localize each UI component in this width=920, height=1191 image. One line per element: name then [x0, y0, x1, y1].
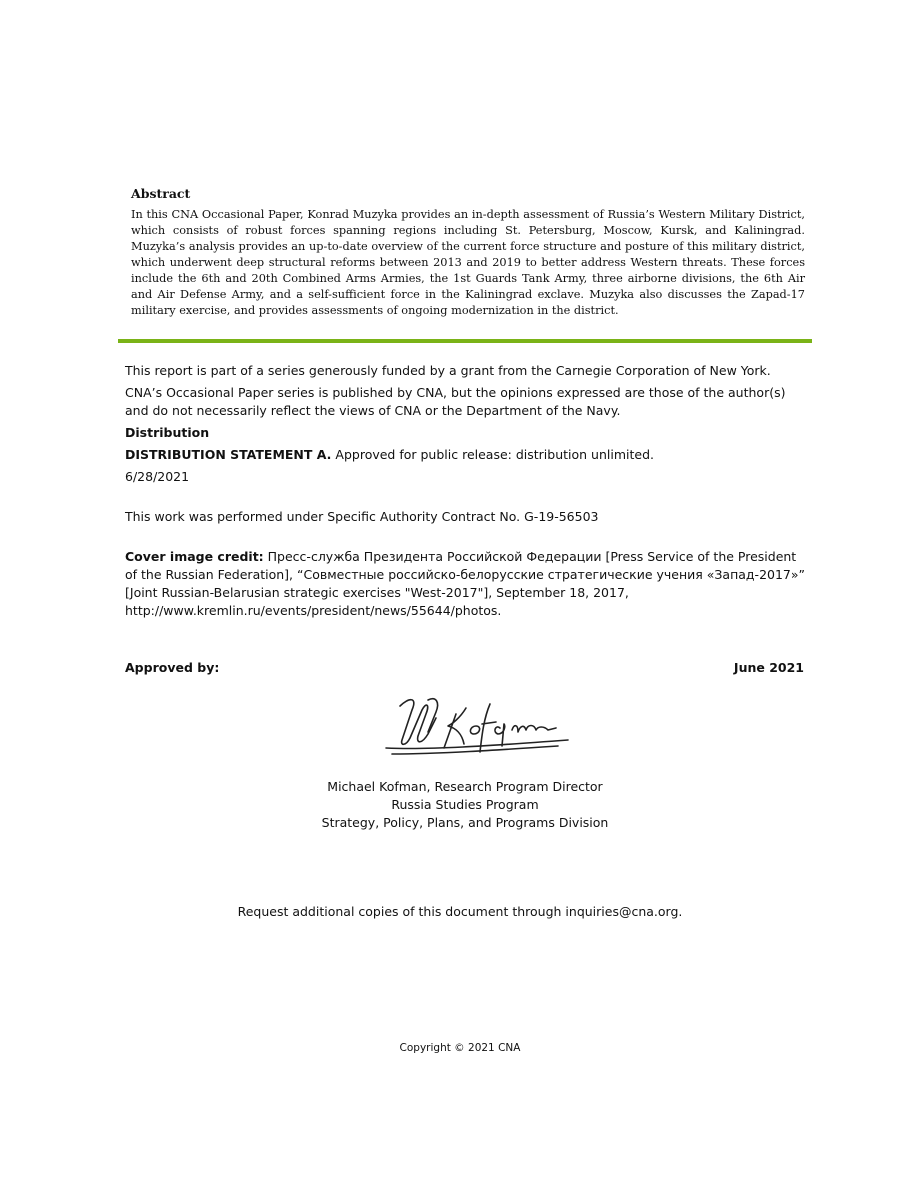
cover-credit-text: Пресс-служба Президента Российской Федерации [Press Service of the President of the Russian Federation], “Совместные российско-белорусские стратегические учения «Запад-2017»” [Joint Russian-Belarusian strategic exercises "West-2017"], September 18, 2017, http://www.kremlin.ru/events/president/news/55644/photos. [125, 549, 806, 618]
approval-row [125, 660, 804, 675]
request-copies-note: Request additional copies of this document through inquiries@cna.org. [237, 904, 683, 919]
distribution-statement [125, 446, 810, 464]
cover-credit-label: Cover image credit: [125, 549, 264, 564]
signer-program: Russia Studies Program [391, 797, 539, 812]
signature-icon [378, 688, 578, 764]
abstract-section [131, 186, 805, 319]
series-note: CNA’s Occasional Paper series is published by CNA, but the opinions expressed are those of the author(s) and do not necessarily reflect the views of CNA or the Department of the Navy. [125, 385, 786, 418]
approved-by-label: Approved by: [125, 660, 220, 675]
document-date: 6/28/2021 [125, 469, 190, 484]
copyright-notice: Copyright © 2021 CNA [399, 1042, 521, 1054]
abstract-text: In this CNA Occasional Paper, Konrad Muzyka provides an in-depth assessment of Russia’s Western Military District, which consists of robust forces spanning regions including St. Petersburg, Moscow, Kursk, and Kaliningrad. Muzyka’s analysis provides an up-to-date overview of the current force structure and posture of this military district, which underwent deep structural reforms between 2013 and 2019 to better address Western threats. These forces include the 6th and 20th Combined Arms Armies, the 1st Guards Tank Army, three airborne divisions, the 6th Air and Air Defense Army, and a self-sufficient force in the Kaliningrad exclave. Muzyka also discusses the Zapad-17 military exercise, and provides assessments of ongoing modernization in the district. [131, 208, 805, 317]
cover-image-credit [125, 548, 810, 620]
document-body [125, 362, 810, 620]
abstract-heading: Abstract [131, 186, 191, 201]
signer-division: Strategy, Policy, Plans, and Programs Division [321, 815, 609, 830]
funding-note: This report is part of a series generously funded by a grant from the Carnegie Corporation of New York. [125, 363, 771, 378]
signer-name-title: Michael Kofman, Research Program Director [327, 779, 603, 794]
section-divider [118, 339, 812, 343]
contract-note: This work was performed under Specific Authority Contract No. G-19-56503 [125, 509, 599, 524]
distribution-heading: Distribution [125, 425, 210, 440]
distribution-statement-text: Approved for public release: distribution unlimited. [331, 447, 654, 462]
approval-date: June 2021 [733, 660, 804, 675]
signer-block [260, 778, 670, 832]
distribution-statement-label: DISTRIBUTION STATEMENT A. [125, 447, 332, 462]
